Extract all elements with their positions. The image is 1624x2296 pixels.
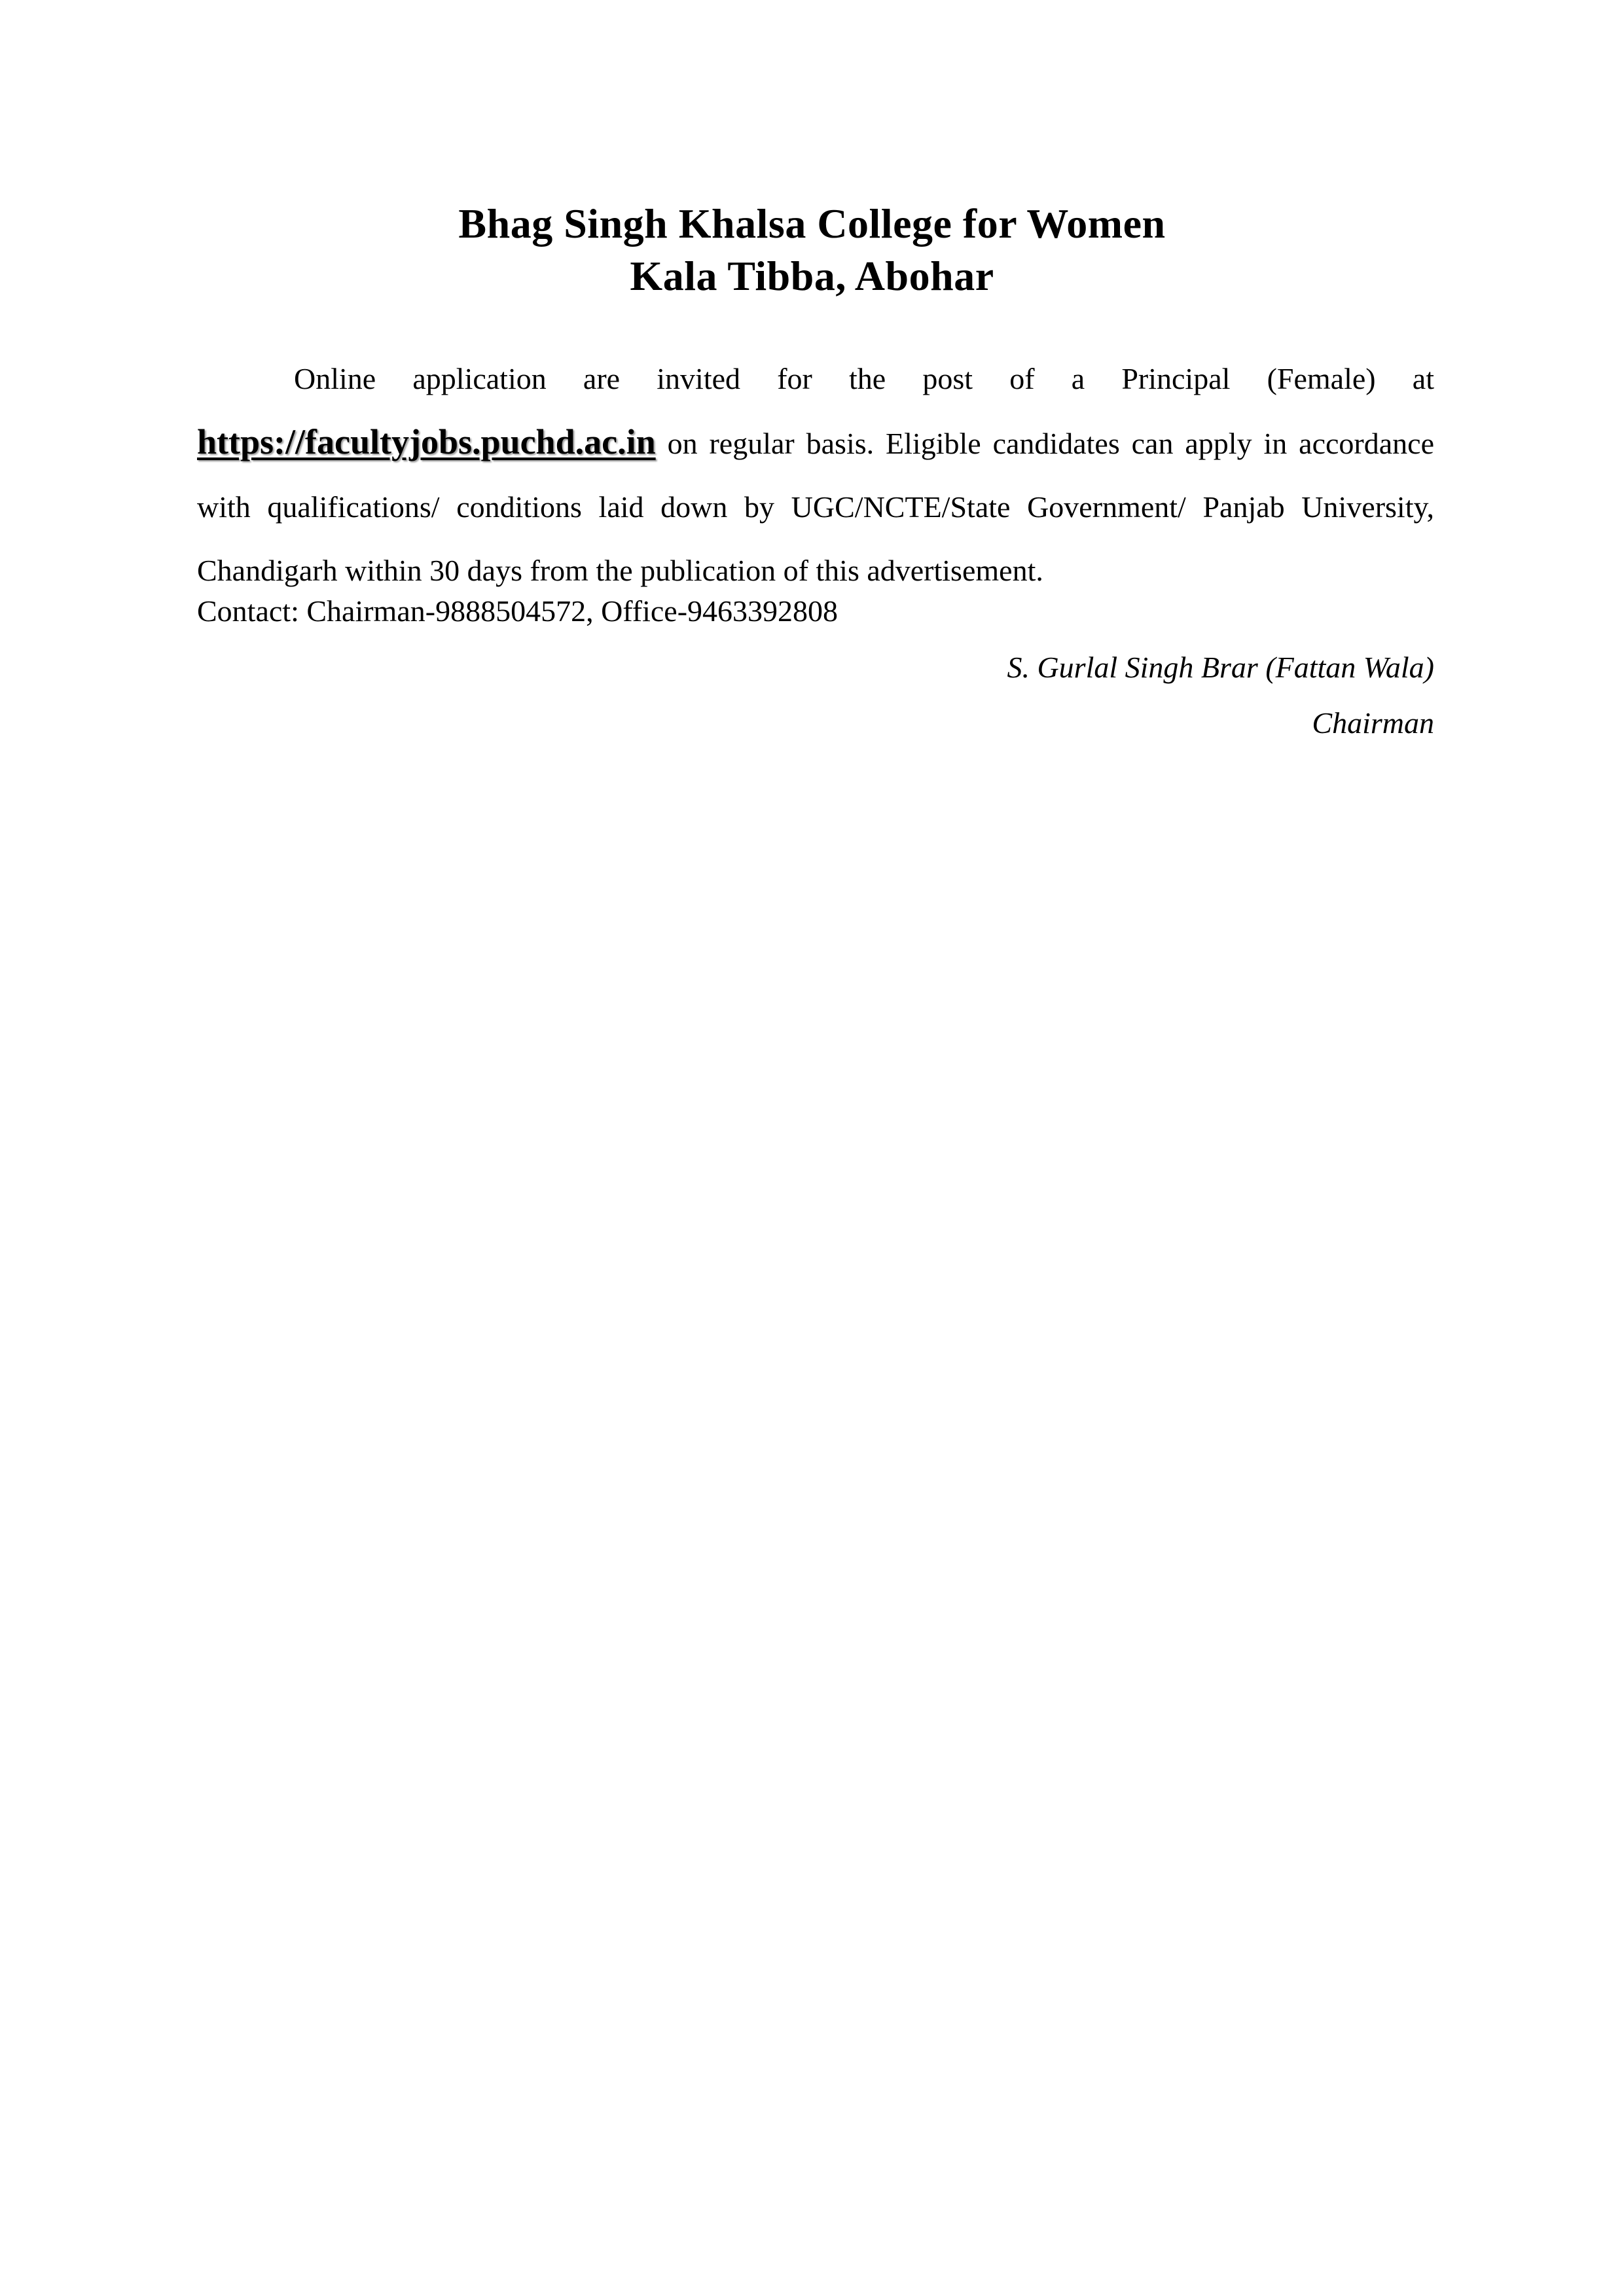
signatory-title: Chairman xyxy=(1312,706,1434,740)
faculty-jobs-link[interactable]: https://facultyjobs.puchd.ac.in xyxy=(197,422,656,461)
paragraph-text-before-url: Online application are invited for the post of a Principal (Female) at xyxy=(294,362,1434,395)
contact-line: Contact: Chairman-9888504572, Office-9463392808 xyxy=(197,594,839,628)
college-location-heading: Kala Tibba, Abohar xyxy=(630,253,994,299)
paragraph-text-after-url: on regular basis. Eligible candidates can apply in accordance with qualifications/ conditions laid down by UGC/NCTE/State Government/ Panjab University, Chandigarh within 30 days from the publication of this advertisement. xyxy=(197,427,1435,587)
advertisement-paragraph xyxy=(197,347,1434,602)
signatory-name: S. Gurlal Singh Brar (Fattan Wala) xyxy=(1007,651,1434,684)
college-name-heading: Bhag Singh Khalsa College for Women xyxy=(458,200,1166,247)
